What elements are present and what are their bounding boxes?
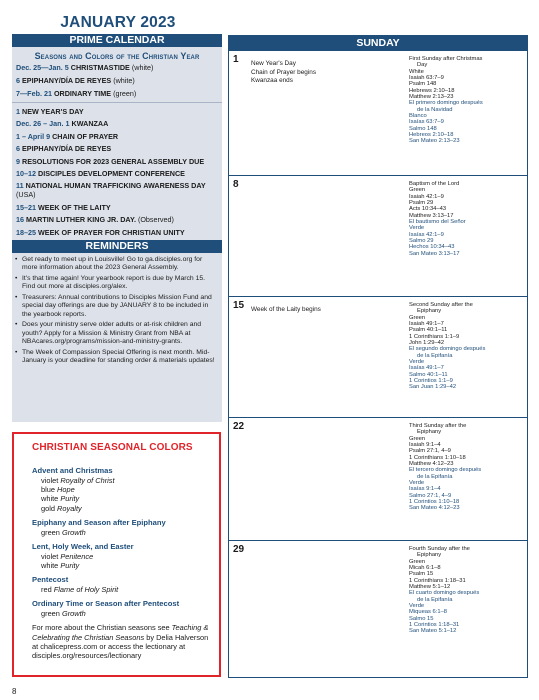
color-entry [32,494,211,503]
reminder-item: • It's that time again! Your yearbook report is due by March 15. Find out more at disciples.org/alex. [12,275,222,292]
season-range: Dec. 25—Jan. 5 [16,63,69,72]
color-entry [32,485,211,494]
lectionary-reading-es: Salmo 15 [409,615,434,622]
calendar-event [12,144,222,153]
season-color: (white) [131,63,154,72]
lectionary-reading: Third Sunday after the [409,423,467,429]
reminder-item: • The Week of Compassion Special Offering is next month. Mid-January is your deadline for standing order & materials updates! [12,349,222,366]
color-section [32,575,211,594]
event-name: NEW YEAR'S DAY [22,107,84,116]
lectionary [409,181,525,257]
season-row [12,89,222,98]
event-date: 16 [16,215,24,225]
lectionary-reading: Matthew 4:12–23 [409,461,454,468]
color-name: white [41,494,59,504]
page-number: 8 [12,687,17,696]
lectionary [409,56,525,145]
lectionary-reading-es: San Mateo 2:13–23 [409,138,460,145]
lectionary-reading-es: Isaías 9:1–4 [409,486,441,493]
lectionary-reading: Psalm 15 [409,571,434,578]
event-date: 18–25 [16,227,36,237]
event-date: 9 [16,156,20,166]
day-number: 8 [233,179,239,190]
lectionary-reading-es: Verde [409,225,425,232]
event-name: WEEK OF THE LAITY [38,202,111,212]
day-events [251,60,316,86]
event-date: 1 [16,107,20,116]
lectionary-reading-es: Hebreos 2:10–18 [409,132,454,139]
lectionary-reading-es: El cuarto domingo después [409,590,480,597]
color-section-heading: Lent, Holy Week, and Easter [32,542,134,552]
event-name: MARTIN LUTHER KING JR. DAY. [26,215,136,225]
color-section-heading: Pentecost [32,575,69,585]
day-number: 15 [233,300,245,311]
lectionary-reading: Hebrews 2:10–18 [409,87,455,94]
lectionary-reading: Epiphany [417,429,442,436]
lectionary-reading-es: 1 Corintios 1:18–31 [409,622,460,629]
color-meaning: Hope [57,484,75,494]
lectionary [409,423,525,512]
color-meaning: Royalty [57,503,82,513]
calendar-event [12,169,222,178]
lectionary-reading-es: San Mateo 3:13–17 [409,250,460,257]
color-entry [32,476,211,485]
lectionary-reading-es: Salmo 148 [409,125,437,132]
color-meaning: Purity [60,560,80,570]
reminders-list [12,256,222,366]
lectionary-reading: Psalm 27:1, 4–9 [409,448,451,455]
lectionary-reading: Isaiah 63:7–9 [409,75,444,82]
reminder-item: • Does your ministry serve older adults or at-risk children and youth? Apply for a Mission & Ministry Grant from NBA at NBAcares.org/programs/mission-and-ministry-grants. [12,321,222,346]
calendar-event [12,203,222,212]
day-number: 1 [233,54,239,65]
event-name: RESOLUTIONS FOR 2023 GENERAL ASSEMBLY DUE [22,156,205,166]
lectionary-reading-es: Salmo 27:1, 4–9 [409,492,452,499]
color-meaning: Purity [60,494,80,504]
divider [12,102,222,103]
color-entry [32,552,211,561]
note-book-title: Teaching & Celebrating the Christian Seasons [32,623,209,642]
lectionary-reading: Acts 10:34–43 [409,206,447,213]
lectionary-reading: Matthew 5:1–12 [409,584,451,591]
color-name: red [41,584,52,594]
lectionary-reading: 1 Corinthians 1:1–9 [409,333,460,340]
day-events [251,306,321,315]
lectionary-reading-es: Miqueas 6:1–8 [409,609,448,616]
note-text-end: by Delia Halverson at chalicepress.com or access the lectionary at disciples.org/resources/lectionary [32,632,209,661]
lectionary-reading-es: El primero domingo después [409,100,483,107]
season-range: 7—Feb. 21 [16,89,52,98]
color-sections [32,466,211,618]
lectionary-reading: Green [409,187,426,194]
event-date: 1 – April 9 [16,131,51,141]
lectionary-reading-es: Blanco [409,113,427,120]
color-entry [32,528,211,537]
lectionary-reading-es: El bautismo del Señor [409,219,466,226]
lectionary-reading-es: Verde [409,480,425,487]
lectionary-reading: Green [409,435,426,442]
lectionary-reading: Epiphany [417,308,442,315]
lectionary-reading-es: Verde [409,359,425,366]
color-section-heading: Advent and Christmas [32,466,113,475]
event-name: NATIONAL HUMAN TRAFFICKING AWARENESS DAY [25,181,206,191]
seasonal-colors-box [12,432,221,677]
event-name: WEEK OF PRAYER FOR CHRISTIAN UNITY [38,227,185,237]
prime-calendar-panel [12,34,222,422]
lectionary-reading: Psalm 29 [409,200,434,207]
lectionary-reading-es: Salmo 29 [409,238,434,245]
season-name: CHRISTMASTIDE [70,63,130,72]
lectionary-reading: Isaiah 49:1–7 [409,321,444,328]
lectionary-reading: Second Sunday after the [409,302,473,308]
color-name: green [41,527,60,537]
calendar-event [12,107,222,116]
color-name: violet [41,475,59,485]
lectionary-reading: Fourth Sunday after the [409,546,470,552]
event-name: DISCIPLES DEVELOPMENT CONFERENCE [38,168,185,178]
page-title: JANUARY 2023 [60,14,176,31]
lectionary-reading: Psalm 148 [409,81,437,88]
lectionary-reading: Matthew 2:13–23 [409,94,454,101]
lectionary-reading: Isaiah 42:1–9 [409,193,444,200]
day-event: Chain of Prayer begins [251,68,317,76]
prime-calendar-header: PRIME CALENDAR [12,34,222,47]
lectionary-reading: First Sunday after Christmas [409,56,483,62]
lectionary-reading-es: de la Epifanía [417,473,453,480]
season-color: (green) [113,89,137,98]
reminder-item: • Get ready to meet up in Louisville! Go to ga.disciples.org for more information about the 2023 General Assembly. [12,256,222,273]
sunday-cell [229,50,527,175]
lectionary-reading-es: San Mateo 4:12–23 [409,505,460,512]
lectionary-reading-es: Isaías 49:1–7 [409,365,444,372]
calendar-event [12,181,222,199]
lectionary-reading: Baptism of the Lord [409,181,460,187]
event-date: Dec. 26 – Jan. 1 [16,119,70,129]
event-date: 6 [16,144,20,154]
sunday-cell [229,417,527,540]
lectionary-reading-es: Isaías 42:1–9 [409,231,444,238]
day-event: Kwanzaa ends [251,77,293,84]
color-section [32,518,211,537]
event-date: 11 [16,181,24,191]
lectionary-reading-es: de la Epifanía [417,596,453,603]
color-section-heading: Ordinary Time or Season after Pentecost [32,599,180,609]
color-section [32,599,211,618]
sunday-cell [229,175,527,296]
color-section [32,542,211,570]
day-event: Week of the Laity begins [251,306,321,313]
calendar-event [12,157,222,166]
lectionary-reading: Micah 6:1–8 [409,565,441,572]
color-meaning: Penitence [60,551,94,561]
lectionary-reading: Psalm 40:1–11 [409,327,448,334]
color-entry [32,504,211,513]
event-name: EPIPHANY/DÍA DE REYES [22,144,112,154]
lectionary [409,546,525,635]
lectionary-reading-es: Isaías 63:7–9 [409,119,444,126]
lectionary-reading: 1 Corinthians 1:10–18 [409,454,466,461]
sunday-column [228,35,528,678]
color-meaning: Growth [61,608,86,618]
event-name: KWANZAA [71,119,109,129]
lectionary-reading: Green [409,314,426,321]
event-date: 10–12 [16,168,36,178]
color-section-heading: Epiphany and Season after Epiphany [32,518,166,528]
lectionary [409,302,525,391]
lectionary-reading-es: 1 Corintios 1:10–18 [409,499,460,506]
event-date: 15–21 [16,202,36,212]
color-name: blue [41,484,55,494]
season-range: 6 [16,76,20,85]
event-note: (USA) [16,190,36,200]
seasons-list [12,63,222,98]
lectionary-reading-es: Hechos 10:34–43 [409,244,455,251]
events-list [12,107,222,237]
calendar-event [12,215,222,224]
color-entry [32,561,211,570]
lectionary-reading-es: El segundo domingo después [409,346,486,353]
calendar-event [12,132,222,141]
lectionary-reading: John 1:29–42 [409,340,445,347]
day-number: 22 [233,421,245,432]
lectionary-reading-es: San Juan 1:29–42 [409,384,457,391]
note-text: For more about the Christian seasons see [32,623,172,633]
lectionary-reading-es: Verde [409,603,425,610]
color-meaning: Flame of Holy Spirit [53,584,119,594]
color-meaning: Royalty of Christ [60,475,115,485]
lectionary-reading-es: El tercero domingo después [409,467,482,474]
lectionary-reading-es: San Mateo 5:1–12 [409,628,457,635]
season-name: EPIPHANY/DÍA DE REYES [22,76,112,85]
lectionary-reading: Epiphany [417,552,442,559]
lectionary-reading: Matthew 3:13–17 [409,212,454,219]
event-name: CHAIN OF PRAYER [52,131,119,141]
lectionary-reading-es: 1 Corintios 1:1–9 [409,378,453,385]
color-entry [32,585,211,594]
color-name: green [41,608,60,618]
event-note: (Observed) [137,215,174,225]
color-name: white [41,560,59,570]
seasonal-colors-title: CHRISTIAN SEASONAL COLORS [32,442,193,453]
color-entry [32,609,211,618]
sunday-header: SUNDAY [229,36,527,50]
lectionary-reading: White [409,68,424,75]
lectionary-reading: Isaiah 9:1–4 [409,442,441,449]
color-name: gold [41,503,55,513]
color-name: violet [41,551,59,561]
season-row [12,63,222,72]
lectionary-reading: 1 Corinthians 1:18–31 [409,577,466,584]
season-row [12,76,222,85]
sunday-cell [229,296,527,417]
season-color: (white) [113,76,135,85]
calendar-event [12,119,222,128]
day-number: 29 [233,544,245,555]
lectionary-reading-es: de la Epifanía [417,352,453,359]
seasonal-colors-note [32,623,211,661]
sunday-cell [229,540,527,678]
lectionary-reading: Green [409,558,426,565]
lectionary-reading-es: Salmo 40:1–11 [409,371,448,378]
day-event: New Year's Day [251,60,296,67]
reminder-item: • Treasurers: Annual contributions to Disciples Mission Fund and special day offerings are due by JANUARY 8 to be included in the yearbook reports. [12,294,222,319]
color-section [32,466,211,513]
reminders-header: REMINDERS [12,240,222,253]
seasons-heading: Seasons and Colors of the Christian Year [34,51,200,61]
lectionary-reading-es: de la Navidad [417,106,453,113]
calendar-event [12,228,222,237]
season-name: ORDINARY TIME [53,89,112,98]
lectionary-reading: Day [417,62,428,69]
color-meaning: Growth [61,527,86,537]
